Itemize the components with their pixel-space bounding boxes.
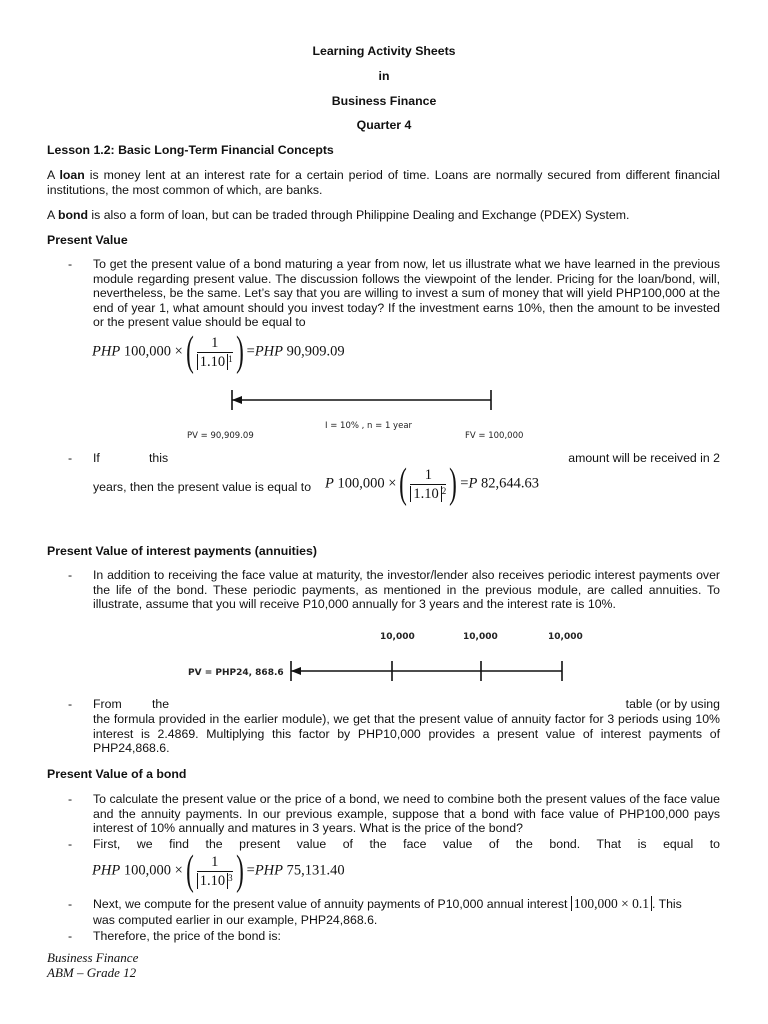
bond-paragraph: A bond is also a form of loan, but can be traded through Philippine Dealing and Exchange (PDEX) System. xyxy=(47,208,630,222)
doc-title-in: in xyxy=(378,69,390,83)
bond-value-heading: Present Value of a bond xyxy=(47,767,187,781)
footer-grade: ABM – Grade 12 xyxy=(47,965,137,980)
timeline1-rate-label: I = 10% , n = 1 year xyxy=(325,421,413,431)
timeline-one-year xyxy=(220,385,510,415)
annuities-item1: In addition to receiving the face value at maturity, the investor/lender also receives periodic interest payments over the life of the bond. These periodic payments, as mentioned in the previous module, are called annuities. To illustrate, assume that you will receive P10,000 annually for 3 years and the interest rate is 10%. xyxy=(93,568,720,612)
bullet-dash: - xyxy=(68,929,73,943)
bond-value-item3-cont: was computed earlier in our example, PHP24,868.6. xyxy=(93,913,378,927)
item2-right: amount will be received in 2 xyxy=(568,451,720,465)
bullet-dash: - xyxy=(68,451,73,465)
item2-the: the xyxy=(152,697,170,711)
equation-2: P 100,000 ×( $\frac{1}{1.10 ^2}$ ) =P 82,644.63 xyxy=(325,461,539,507)
doc-title: Learning Activity Sheets xyxy=(312,44,456,58)
bullet-dash: - xyxy=(68,697,73,711)
timeline1-fv-label: FV = 100,000 xyxy=(465,431,524,441)
item2-this: this xyxy=(149,451,169,465)
bullet-dash: - xyxy=(68,837,73,851)
present-value-item1: To get the present value of a bond maturing a year from now, let us illustrate what we have learned in the previous module regarding present value. The discussion follows the viewpoint of the lender. Pricing for the loan/bond, will, nevertheless, be the same. Let’s say that you are willing to invest a sum of money that will yield PHP100,000 at the end of year 1, what amount should you invest today? If the investment earns 10%, then the amount to be invested or the present value should be equal to xyxy=(93,257,720,330)
annuity-pv-label: PV = PHP24, 868.6 xyxy=(188,668,284,678)
doc-quarter: Quarter 4 xyxy=(356,118,412,132)
payment-label-1: 10,000 xyxy=(380,632,415,642)
bond-value-item1: To calculate the present value or the price of a bond, we need to combine both the present values of the face value and the annuity payments. In our previous example, suppose that a bond with face value of PHP100,000 pays interest of 10% annually and matures in 3 years. What is the price of the bond? xyxy=(93,792,720,836)
loan-paragraph: A loan is money lent at an interest rate for a certain period of time. Loans are normally secured from different financial institutions, the most common of which, are banks. xyxy=(47,168,720,197)
doc-subject: Business Finance xyxy=(331,94,437,108)
annuities-item2-rest: the formula provided in the earlier module), we get that the present value of annuity factor for 3 periods using 10% interest is 2.4869. Multiplying this factor by PHP10,000 provides a present value of interest payments of PHP24,868.6. xyxy=(93,712,720,756)
item2-right: table (or by using xyxy=(625,697,720,711)
payment-label-2: 10,000 xyxy=(463,632,498,642)
lesson-title: Lesson 1.2: Basic Long-Term Financial Concepts xyxy=(47,143,334,157)
bullet-dash: - xyxy=(68,257,73,271)
timeline-annuity xyxy=(285,658,570,688)
footer-subject: Business Finance xyxy=(47,950,139,965)
equation-3: PHP 100,000 ×( $\frac{1}{1.10 ^3}$ ) =PHP 75,131.40 xyxy=(92,848,345,894)
item2-from: From xyxy=(93,697,122,711)
bond-value-item3: Next, we compute for the present value of annuity payments of P10,000 annual interest 100,000 × 0.1 . This xyxy=(93,896,682,911)
present-value-heading: Present Value xyxy=(47,233,128,247)
item2-if: If xyxy=(93,451,100,465)
item2-line2: years, then the present value is equal to xyxy=(93,480,312,494)
bond-value-item2: First, we find the present value of the face value of the bond. That is equal to xyxy=(93,837,720,851)
payment-label-3: 10,000 xyxy=(548,632,583,642)
annuities-heading: Present Value of interest payments (annuities) xyxy=(47,544,317,558)
arrow-left-icon xyxy=(232,396,242,404)
timeline1-pv-label: PV = 90,909.09 xyxy=(187,431,254,441)
bullet-dash: - xyxy=(68,792,73,806)
arrow-left-icon xyxy=(291,667,301,675)
bond-value-item4: Therefore, the price of the bond is: xyxy=(93,929,281,943)
bullet-dash: - xyxy=(68,897,73,911)
bullet-dash: - xyxy=(68,568,73,582)
equation-1: PHP 100,000 ×( $\frac{1}{1.10 ^1}$ ) =PHP 90,909.09 xyxy=(92,329,345,375)
